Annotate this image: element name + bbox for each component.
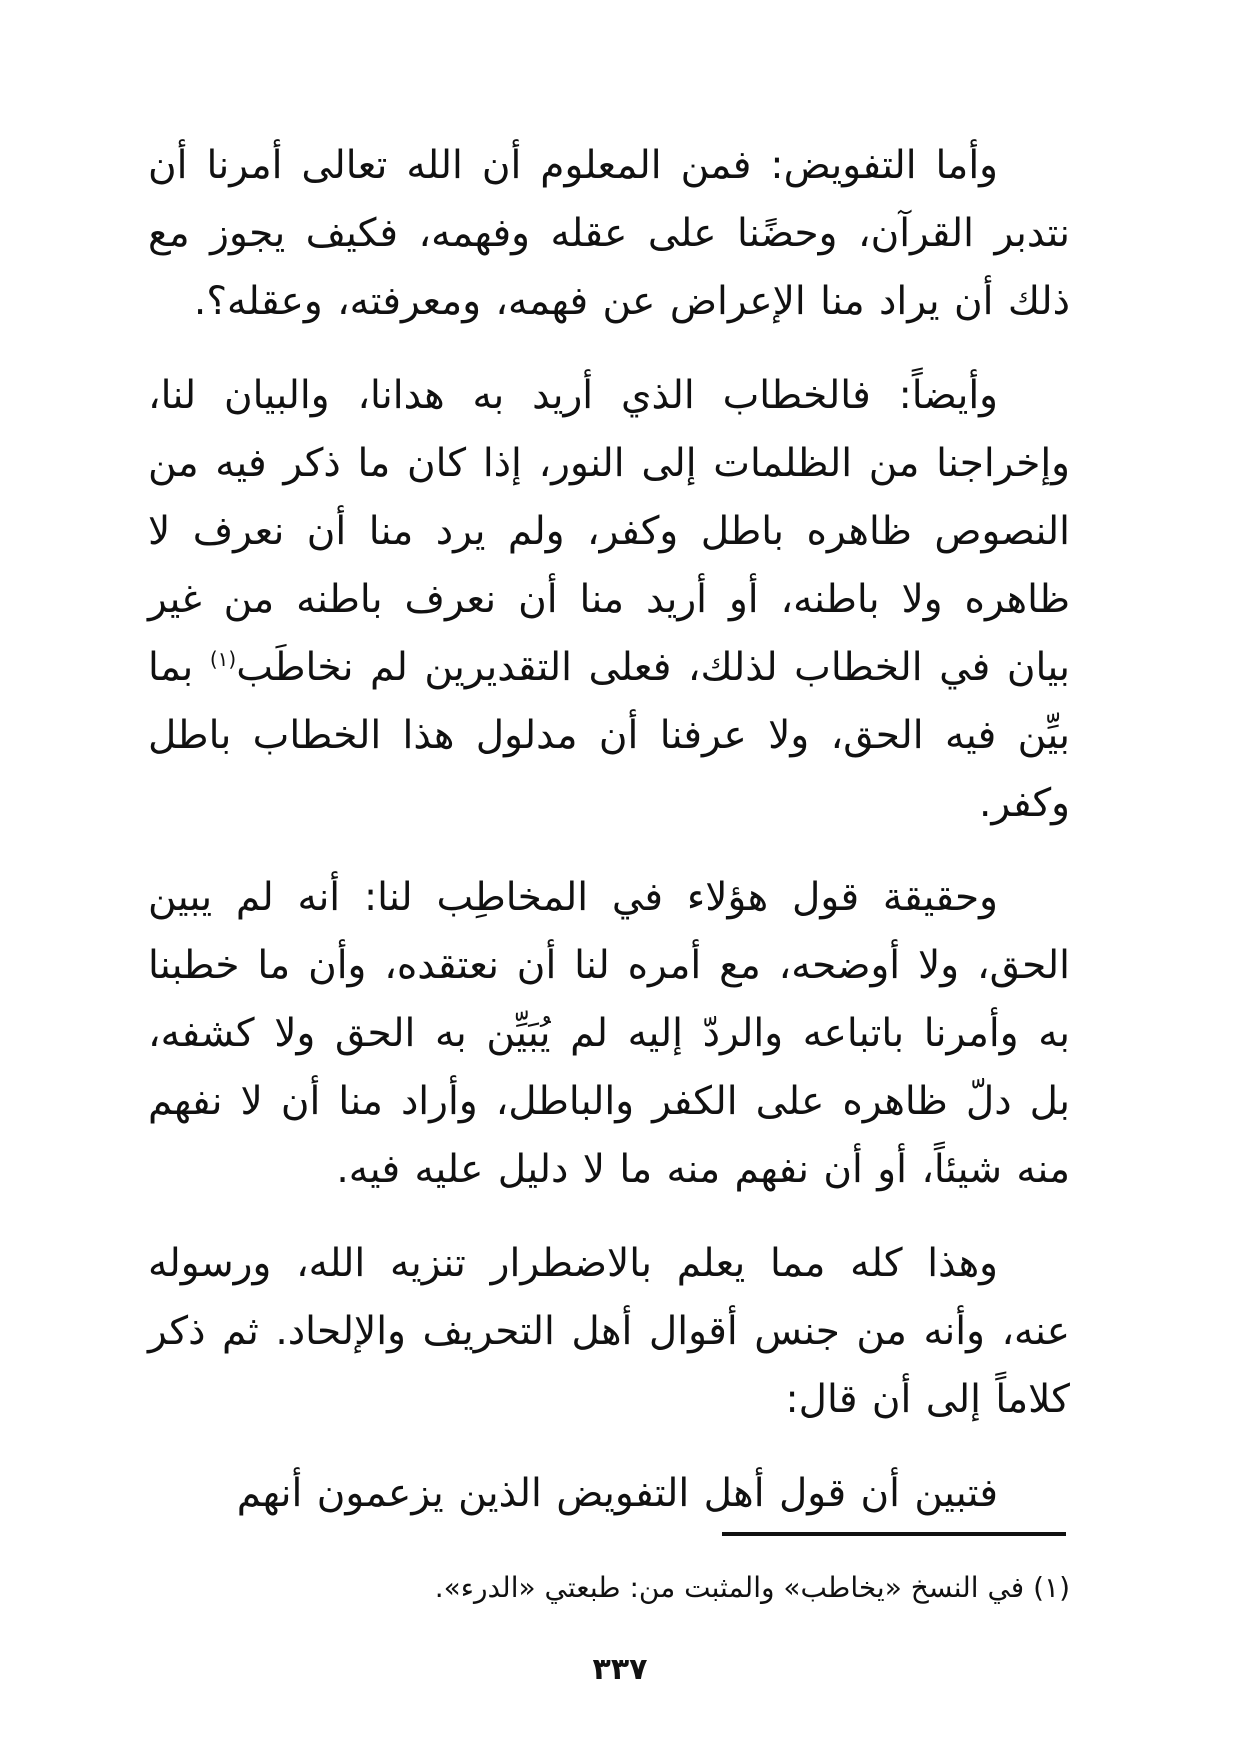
paragraph-khitab [148, 362, 1070, 838]
paragraph-haqiqa: وحقيقة قول هؤلاء في المخاطِب لنا: أنه لم يبين الحق، ولا أوضحه، مع أمره لنا أن نعتقده، وأن ما خطبنا به وأمرنا باتباعه والردّ إليه لم يُبَيِّن به الحق ولا كشفه، بل دلّ ظاهره على الكفر والباطل، وأراد منا أن لا نفهم منه شيئاً، أو أن نفهم منه ما لا دليل عليه فيه. [148, 875, 1070, 1192]
paragraph-fatabayyan: فتبين أن قول أهل التفويض الذين يزعمون أنهم [236, 1471, 998, 1516]
main-text-block [148, 132, 1070, 1554]
footnote-reference[interactable]: (١) [209, 647, 237, 671]
paragraph-tafwid: وأما التفويض: فمن المعلوم أن الله تعالى أمرنا أن نتدبر القرآن، وحضًنا على عقله وفهمه، فكيف يجوز مع ذلك أن يراد منا الإعراض عن فهمه، ومعرفته، وعقله؟. [148, 143, 1070, 324]
paragraph-khitab-text-start: وأيضاً: فالخطاب الذي أريد به هدانا، والبيان لنا، وإخراجنا من الظلمات إلى النور، إذا كان ما ذكر فيه من النصوص ظاهره باطل وكفر، ولم يرد منا أن نعرف لا ظاهره ولا باطنه، أو أريد منا أن نعرف باطنه من غير بيان في الخطاب لذلك، فعلى التقديرين لم نخاطَب [148, 373, 1070, 690]
footnote: (١) في النسخ «يخاطب» والمثبت من: طبعتي «الدرء». [434, 1571, 1070, 1604]
paragraph-idtirar: وهذا كله مما يعلم بالاضطرار تنزيه الله، ورسوله عنه، وأنه من جنس أقوال أهل التحريف والإلحاد. ثم ذكر كلاماً إلى أن قال: [148, 1241, 1070, 1422]
footnote-separator [722, 1532, 1066, 1536]
paragraph-khitab-text-end: بما بيِّن فيه الحق، ولا عرفنا أن مدلول هذا الخطاب باطل وكفر. [148, 645, 1070, 826]
page-number: ٣٣٧ [592, 1652, 648, 1687]
